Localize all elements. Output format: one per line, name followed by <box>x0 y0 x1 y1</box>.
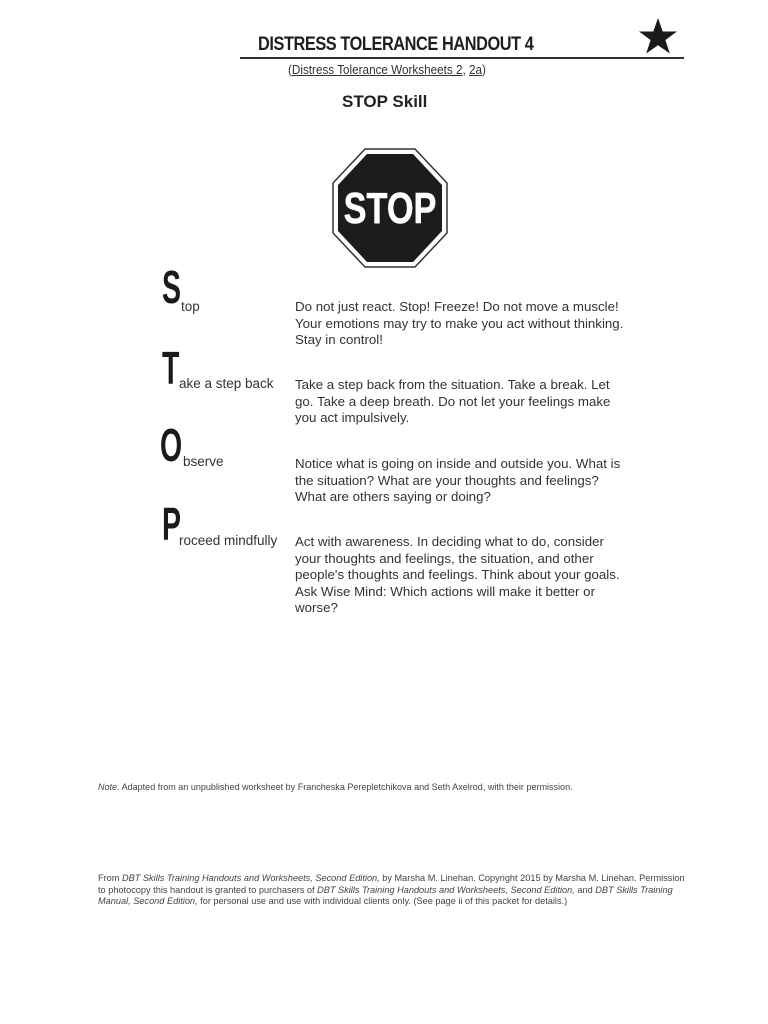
worksheet-link-2a[interactable]: 2a <box>469 62 483 77</box>
step-label-stop: top <box>181 299 200 314</box>
footer-text: and <box>574 884 596 895</box>
header-rule <box>240 57 684 59</box>
star-icon <box>638 16 678 56</box>
step-letter-s: S <box>162 261 182 313</box>
step-label-proceed-mindfully: roceed mindfully <box>179 533 278 548</box>
subtitle-close-paren: ) <box>482 62 486 77</box>
step-label-observe: bserve <box>183 454 224 469</box>
footer-book-title: DBT Skills Training Handouts and Worksheets, Second Edition, <box>122 873 380 883</box>
header-subtitle <box>288 62 486 77</box>
stop-sign-icon <box>331 147 449 269</box>
stop-sign-text: STOP <box>343 183 437 234</box>
footer-text: for personal use and use with individual clients only. (See page ii of this packet for details.) <box>197 896 568 906</box>
footer-book-title: DBT Skills Training Handouts and Worksheets, Second Edition, <box>317 884 575 895</box>
worksheet-link-2[interactable]: Distress Tolerance Worksheets 2 <box>291 62 463 77</box>
footer-text: From <box>98 873 122 883</box>
step-description-stop: Do not just react. Stop! Freeze! Do not move a muscle! Your emotions may try to make you act without thinking. Stay in control! <box>295 299 624 347</box>
page-title: STOP Skill <box>342 92 428 111</box>
note-label: Note. <box>98 782 120 793</box>
step-description-observe: Notice what is going on inside and outside you. What is the situation? What are your thoughts and feelings? What are others saying or doing? <box>295 456 621 504</box>
step-letter-t: T <box>162 342 180 394</box>
adaptation-note <box>98 782 573 793</box>
step-letter-o: O <box>160 419 183 471</box>
subtitle-separator: , <box>462 62 470 77</box>
footer-text: by Marsha M. Linehan. Copyright 2015 by Marsha M. Linehan. Permission to photocopy this handout is granted to purchasers of <box>98 873 685 895</box>
header-title: DISTRESS TOLERANCE HANDOUT 4 <box>258 34 534 55</box>
copyright-footer <box>98 873 690 908</box>
step-description-proceed-mindfully: Act with awareness. In deciding what to do, consider your thoughts and feelings, the situation, and other people's thoughts and feelings. Think about your goals. Ask Wise Mind: Which actions will make it better or worse? <box>295 534 620 615</box>
step-description-take-a-step-back: Take a step back from the situation. Take a break. Let go. Take a deep breath. Do not let your feelings make you act impulsively. <box>295 377 611 425</box>
subtitle-open-paren: ( <box>288 62 292 77</box>
step-letter-p: P <box>162 498 182 550</box>
footer-book-title: DBT Skills Training Manual, Second Edition, <box>98 884 673 906</box>
note-text: Adapted from an unpublished worksheet by Francheska Perepletchikova and Seth Axelrod, with their permission. <box>119 782 573 793</box>
step-label-take-a-step-back: ake a step back <box>179 376 274 391</box>
